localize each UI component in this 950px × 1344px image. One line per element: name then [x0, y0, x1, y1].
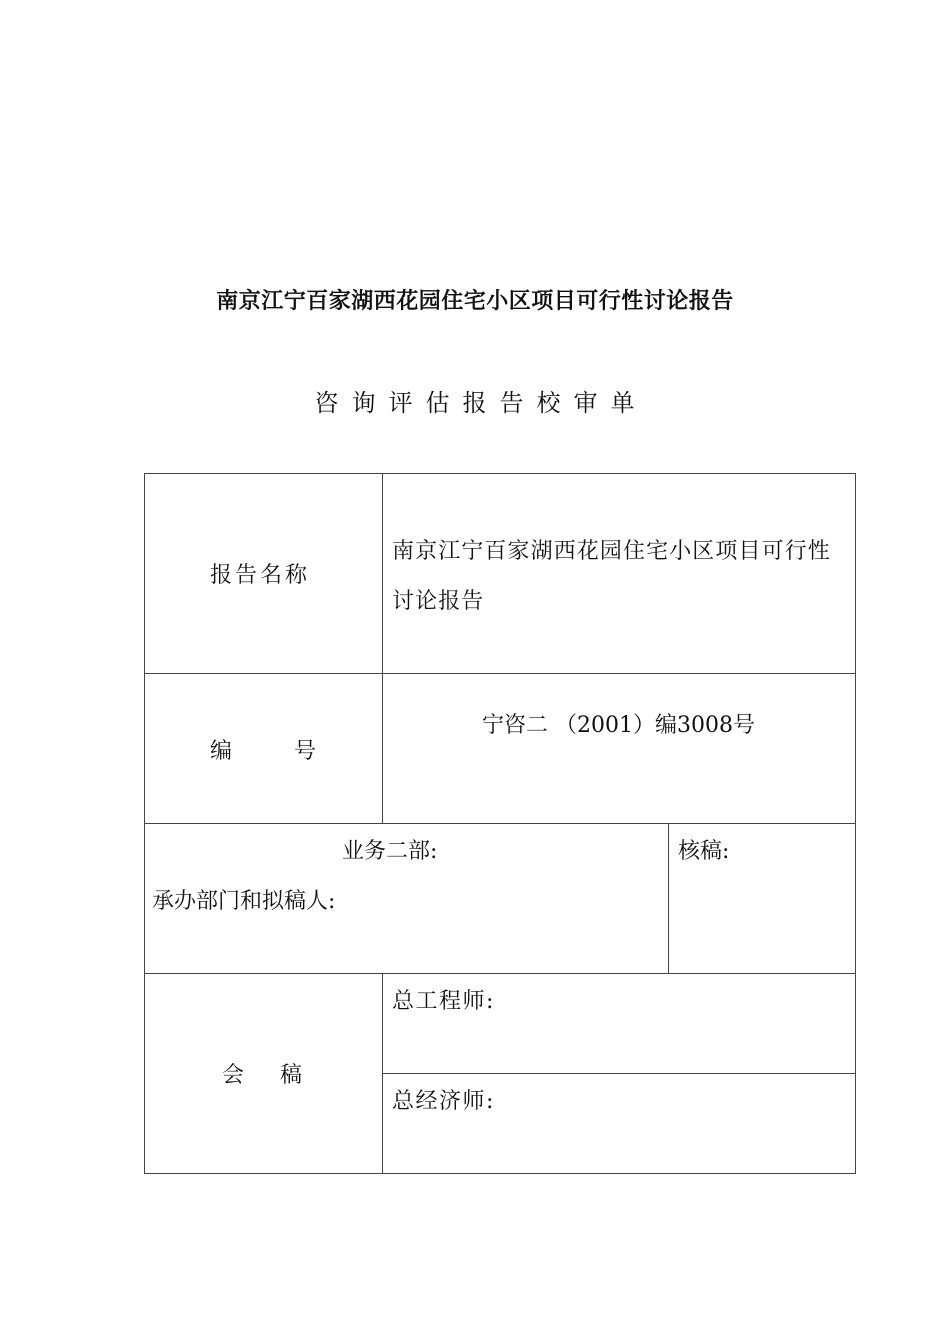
number-label-char2: 号 [294, 739, 317, 764]
review-label: 核稿: [678, 839, 730, 864]
department-name: 业务二部: [342, 839, 438, 864]
document-title: 南京江宁百家湖西花园住宅小区项目可行性讨论报告 [216, 288, 734, 314]
chief-economist-label: 总经济师: [392, 1089, 495, 1114]
table-row-divider [382, 1073, 856, 1074]
report-name-value-line2: 讨论报告 [392, 589, 485, 614]
number-label-char1: 编 [210, 739, 233, 764]
table-column-divider [382, 973, 383, 1173]
table-border-top [144, 473, 856, 474]
form-title: 咨询评估报告校审单 [314, 389, 648, 417]
report-name-label: 报告名称 [210, 563, 311, 588]
table-column-divider [382, 473, 383, 823]
table-row-divider [144, 973, 856, 974]
table-border-left [144, 473, 145, 1173]
number-value: 宁咨二 （2001）编3008号 [482, 713, 755, 738]
table-column-divider [668, 823, 669, 973]
table-row-divider [144, 673, 856, 674]
review-form-table [144, 473, 856, 1173]
table-row-divider [144, 823, 856, 824]
table-border-bottom [144, 1173, 856, 1174]
report-name-value-line1: 南京江宁百家湖西花园住宅小区项目可行性 [392, 539, 831, 564]
drafter-label: 承办部门和拟稿人: [152, 889, 336, 914]
table-border-right [855, 473, 856, 1173]
countersign-label-char2: 稿 [280, 1063, 303, 1088]
chief-engineer-label: 总工程师: [392, 989, 495, 1014]
countersign-label-char1: 会 [222, 1063, 245, 1088]
